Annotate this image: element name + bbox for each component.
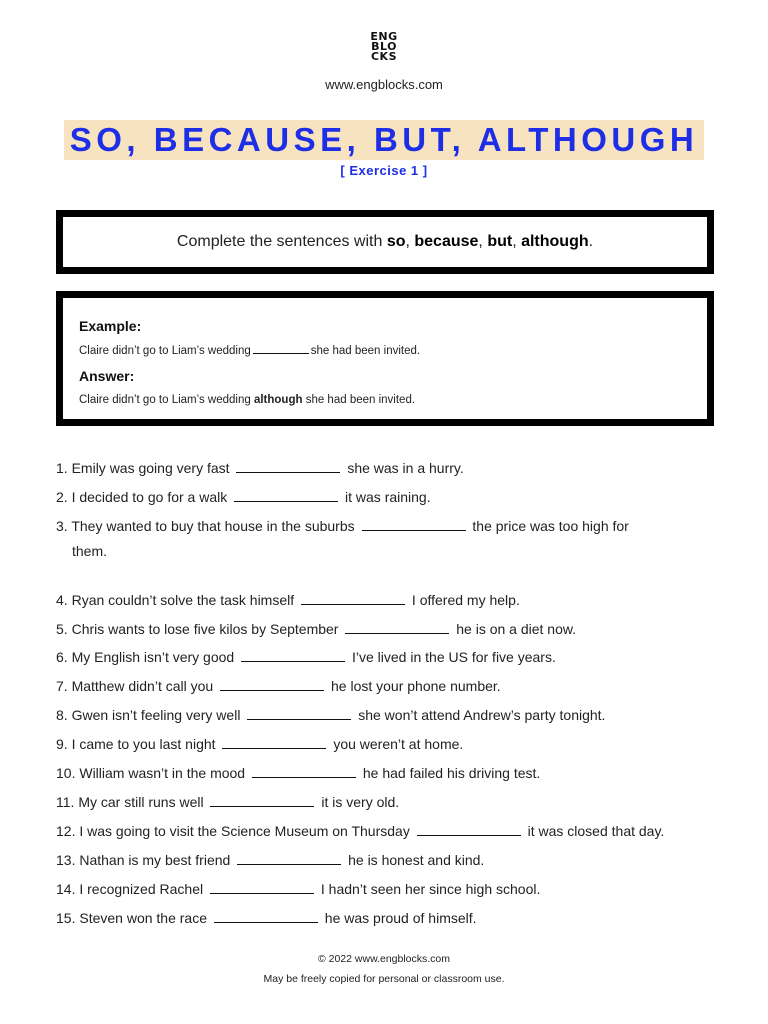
sentence-number: 4. — [56, 591, 68, 608]
answer-blank[interactable] — [236, 460, 340, 473]
sentence-after: it was closed that day. — [527, 823, 665, 839]
sentence-number: 13. — [56, 851, 76, 868]
answer-word: although — [253, 394, 303, 406]
sentence-after: I offered my help. — [411, 591, 520, 608]
sentence-after: she was in a hurry. — [347, 460, 464, 476]
sentence-before: My car still runs well — [78, 793, 204, 810]
answer-label: Answer: — [79, 368, 135, 384]
example-before: Claire didn’t go to Liam’s wedding — [79, 345, 251, 357]
example-sentence — [79, 344, 420, 357]
instructions-box — [56, 210, 714, 274]
footer-license: May be freely copied for personal or classroom use. — [263, 973, 505, 985]
exercise-sentence — [56, 647, 736, 667]
sentence-list — [56, 458, 736, 928]
sentence-before: They wanted to buy that house in the suburbs — [71, 517, 355, 534]
exercise-sentence — [56, 619, 736, 639]
sentence-before: My English isn’t very good — [71, 649, 235, 666]
sentence-after: she won’t attend Andrew’s party tonight. — [358, 707, 606, 724]
sentence-before: I decided to go for a walk — [71, 488, 228, 505]
sentence-before: Steven won the race — [79, 909, 207, 926]
instructions-text — [177, 233, 593, 251]
sentence-after: the price was too high for — [472, 517, 629, 534]
sentence-number: 6. — [56, 649, 68, 666]
sentence-before: Emily was going very fast — [71, 460, 230, 476]
sentence-number: 3. — [56, 517, 68, 534]
word-because: because — [414, 233, 479, 250]
sentence-number: 11. — [56, 793, 75, 810]
sentence-number: 1. — [56, 460, 68, 476]
sentence-before: Chris wants to lose five kilos by September — [71, 620, 339, 637]
sentence-number: 10. — [56, 765, 76, 782]
logo-line: BLO — [371, 40, 397, 53]
page-title: SO, BECAUSE, BUT, ALTHOUGH — [64, 120, 705, 160]
sentence-number: 12. — [56, 823, 76, 839]
sentence-after: it is very old. — [321, 793, 400, 810]
sentence-after: it was raining. — [345, 488, 431, 505]
answer-blank[interactable] — [417, 823, 521, 836]
sentence-before: I came to you last night — [71, 736, 216, 753]
answer-blank[interactable] — [252, 765, 356, 778]
exercise-sentence — [56, 908, 736, 928]
separator: , — [478, 233, 488, 250]
sentence-after: I’ve lived in the US for five years. — [352, 649, 556, 666]
exercise-sentence — [56, 516, 736, 561]
sentence-number: 7. — [56, 678, 68, 695]
separator: , — [405, 233, 415, 250]
exercise-sentence — [56, 821, 736, 841]
answer-sentence — [79, 394, 415, 406]
logo-line: CKS — [370, 50, 398, 63]
sentence-before: Gwen isn’t feeling very well — [71, 707, 241, 724]
sentence-before: Ryan couldn’t solve the task himself — [71, 591, 295, 608]
exercise-sentence — [56, 705, 736, 725]
exercise-sentence — [56, 792, 736, 812]
exercise-sentence — [56, 458, 736, 478]
example-after: she had been invited. — [310, 345, 421, 357]
answer-blank[interactable] — [241, 649, 345, 662]
instructions-prefix: Complete the sentences with — [176, 233, 387, 250]
sentence-before: I was going to visit the Science Museum on Thursday — [79, 823, 410, 839]
sentence-number: 5. — [56, 620, 68, 637]
exercise-sentence — [56, 590, 736, 610]
answer-blank[interactable] — [234, 489, 338, 502]
word-although: although — [521, 233, 589, 250]
answer-blank[interactable] — [237, 852, 341, 865]
example-label: Example: — [79, 318, 142, 334]
example-blank — [253, 344, 309, 354]
exercise-sentence — [56, 850, 736, 870]
answer-before: Claire didn’t go to Liam’s wedding — [79, 394, 254, 406]
sentence-before: I recognized Rachel — [79, 880, 204, 897]
exercise-sentence — [56, 879, 736, 899]
sentence-before: Nathan is my best friend — [79, 851, 231, 868]
sentence-number: 15. — [56, 909, 76, 926]
example-box — [56, 291, 714, 426]
word-so: so — [386, 233, 406, 250]
answer-blank[interactable] — [247, 707, 351, 720]
instructions-suffix: . — [588, 233, 594, 250]
title-wrap — [0, 120, 768, 160]
sentence-after: you weren’t at home. — [333, 736, 464, 753]
answer-blank[interactable] — [362, 518, 466, 531]
word-but: but — [487, 233, 513, 250]
sentence-number: 2. — [56, 488, 68, 505]
exercise-subtitle: [ Exercise 1 ] — [340, 163, 428, 178]
sentence-number: 14. — [56, 880, 76, 897]
sentence-after: he had failed his driving test. — [362, 765, 541, 782]
exercise-sentence — [56, 676, 736, 696]
sentence-continuation: them. — [72, 542, 108, 559]
sentence-before: Matthew didn’t call you — [71, 678, 214, 695]
separator: , — [512, 233, 522, 250]
sentence-after: he is honest and kind. — [348, 851, 485, 868]
answer-blank[interactable] — [220, 678, 324, 691]
answer-blank[interactable] — [222, 736, 326, 749]
answer-blank[interactable] — [210, 881, 314, 894]
sentence-after: he was proud of himself. — [324, 909, 477, 926]
sentence-before: William wasn’t in the mood — [79, 765, 246, 782]
engblocks-logo — [0, 32, 768, 62]
sentence-after: he is on a diet now. — [456, 620, 577, 637]
answer-blank[interactable] — [301, 592, 405, 605]
sentence-number: 8. — [56, 707, 68, 724]
site-url[interactable]: www.engblocks.com — [325, 77, 443, 92]
footer-copyright: © 2022 www.engblocks.com — [317, 953, 451, 965]
answer-blank[interactable] — [210, 794, 314, 807]
exercise-sentence — [56, 734, 736, 754]
sentence-number: 9. — [56, 736, 68, 753]
sentence-after: I hadn’t seen her since high school. — [320, 880, 541, 897]
logo-line: ENG — [370, 30, 398, 43]
answer-after: she had been invited. — [302, 394, 416, 406]
answer-blank[interactable] — [214, 910, 318, 923]
answer-blank[interactable] — [345, 621, 449, 634]
exercise-sentence — [56, 763, 736, 783]
sentence-after: he lost your phone number. — [331, 678, 501, 695]
exercise-sentence — [56, 487, 736, 507]
